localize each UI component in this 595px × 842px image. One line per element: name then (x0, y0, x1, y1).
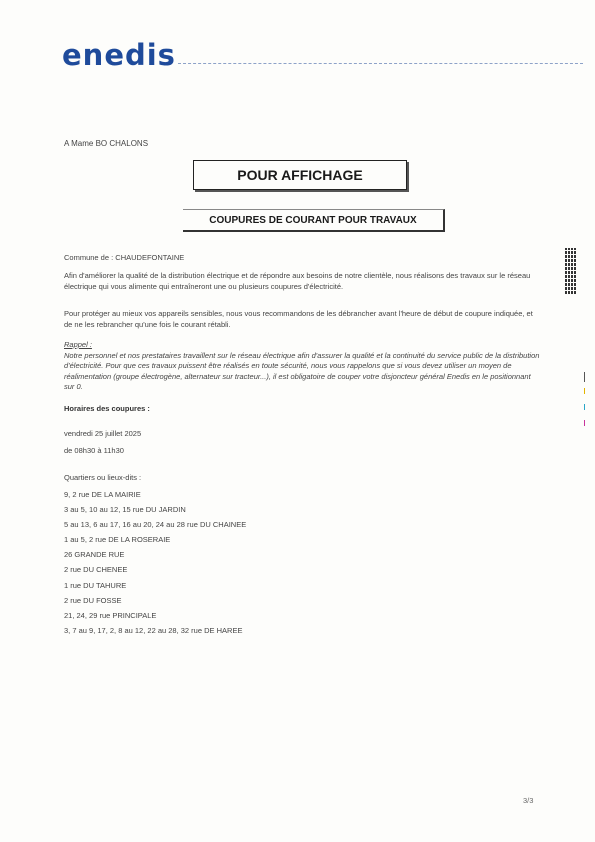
qr-code-icon (565, 248, 577, 294)
scan-mark (584, 420, 585, 426)
page-number: 3/3 (523, 796, 534, 805)
list-item: 26 GRANDE RUE (64, 550, 125, 560)
pour-affichage-title: POUR AFFICHAGE (237, 167, 363, 183)
list-item: 21, 24, 29 rue PRINCIPALE (64, 610, 157, 620)
quartiers-heading: Quartiers ou lieux-dits : (64, 473, 142, 482)
list-item: 2 rue DU CHENEE (64, 565, 128, 575)
scan-mark (584, 372, 585, 382)
list-item: 9, 2 rue DE LA MAIRIE (64, 490, 141, 499)
scan-mark (584, 388, 585, 394)
street-list (64, 487, 246, 638)
scan-mark (584, 404, 585, 410)
outage-hours: de 08h30 à 11h30 (64, 446, 124, 455)
list-item: 5 au 13, 6 au 17, 16 au 20, 24 au 28 rue DU CHAINEE (64, 520, 247, 530)
coupures-heading: COUPURES DE COURANT POUR TRAVAUX (209, 214, 417, 226)
commune-line: Commune de : CHAUDEFONTAINE (64, 253, 185, 262)
list-item: 1 au 5, 2 rue DE LA ROSERAIE (64, 535, 171, 545)
coupures-heading-box (183, 209, 445, 232)
addressee: A Mame BO CHALONS (64, 139, 149, 148)
list-item: 2 rue DU FOSSE (64, 595, 122, 605)
horaires-heading: Horaires des coupures : (64, 404, 150, 413)
intro-paragraph: Afin d'améliorer la qualité de la distribution électrique et de répondre aux besoins de notre clientèle, nous réalisons des travaux sur le réseau électrique qui vous alimente qui entraîneront une ou plusieurs coupures d'électricité. (64, 271, 531, 291)
pour-affichage-box (193, 160, 407, 190)
list-item: 3 au 5, 10 au 12, 15 rue DU JARDIN (64, 505, 186, 515)
enedis-logo: enedis (62, 38, 176, 72)
advice-paragraph: Pour protéger au mieux vos appareils sensibles, nous vous recommandons de les débrancher avant l'heure de début de coupure indiquée, et de ne les rebrancher qu'une fois le courant rétabli. (64, 309, 533, 329)
rappel-block (64, 340, 540, 393)
list-item: 3, 7 au 9, 17, 2, 8 au 12, 22 au 28, 32 rue DE HAREE (64, 625, 243, 635)
header-divider (178, 63, 583, 64)
outage-date: vendredi 25 juillet 2025 (64, 429, 142, 438)
rappel-text: Notre personnel et nos prestataires travaillent sur le réseau électrique afin d'assurer la qualité et la continuité du service public de la distribution d'électricité. Pour que ces travaux puissent être réalisés en toute sécurité, nous vous rappelons que si vous devez utiliser un moyen de réalimentation (groupe électrogène, alternateur sur tracteur...), il est obligatoire de couper votre disjoncteur général Enedis en le positionnant sur 0. (64, 350, 540, 391)
list-item: 1 rue DU TAHURE (64, 580, 127, 590)
rappel-title: Rappel : (64, 340, 92, 349)
